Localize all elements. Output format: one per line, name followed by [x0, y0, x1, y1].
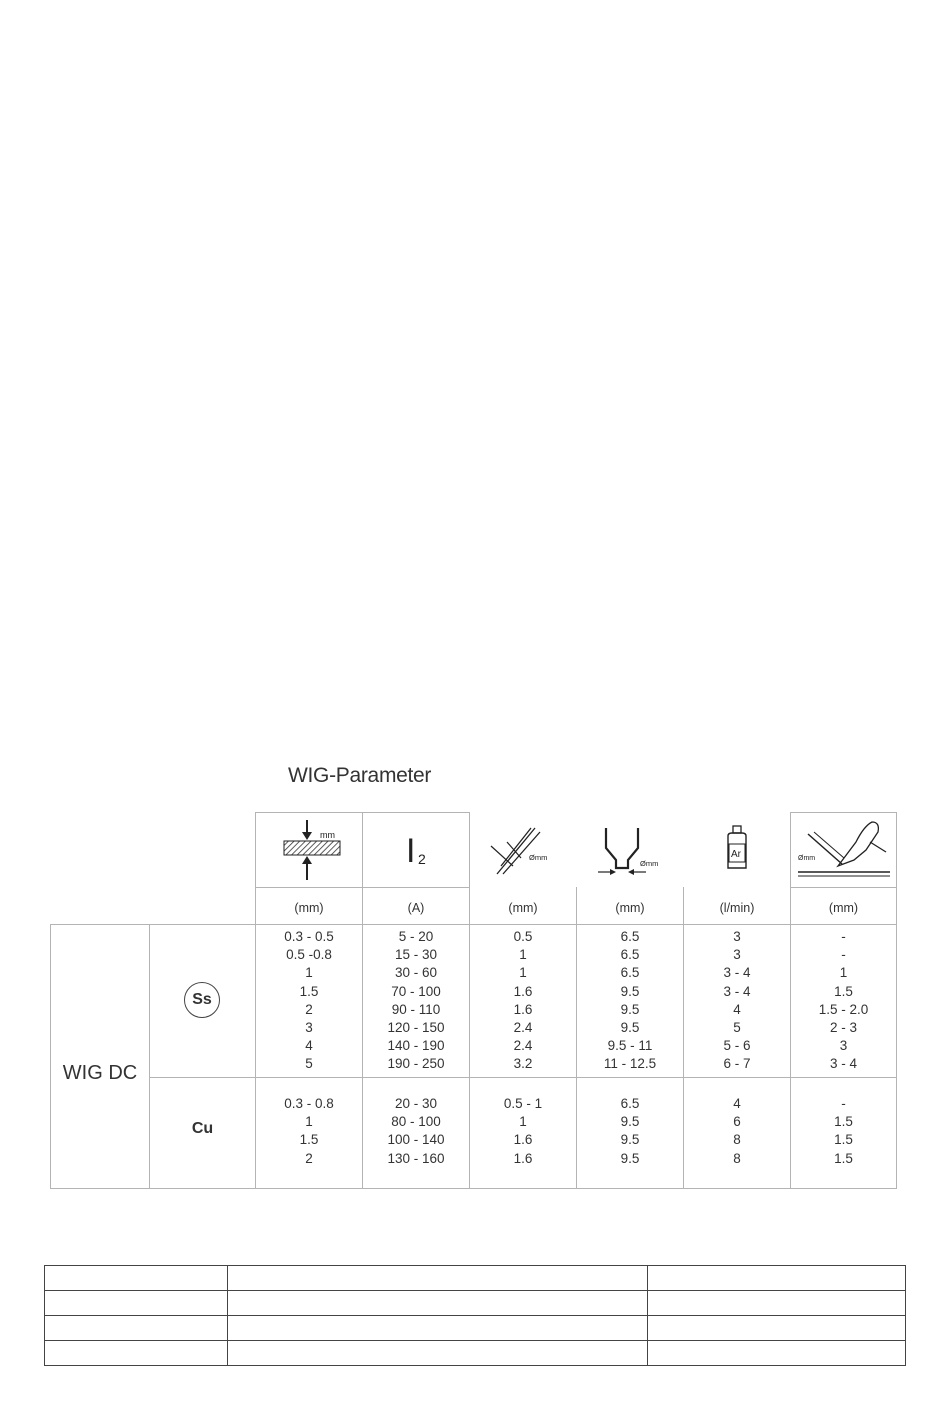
table-cell: [45, 1316, 228, 1341]
rod-unit-label: Ømm: [798, 855, 816, 862]
cu-filler-rod-values: - 1.5 1.5 1.5: [834, 1096, 853, 1166]
table-cell: [227, 1341, 648, 1366]
grid-line: [790, 812, 897, 813]
current-symbol: I: [406, 832, 416, 870]
grid-line: [50, 924, 897, 925]
table-cell: [45, 1341, 228, 1366]
current-icon: [380, 822, 450, 878]
grid-line: [50, 924, 51, 1189]
unit-label: (A): [407, 901, 425, 915]
cu-gas-flow-values: 4 6 8 8: [733, 1096, 741, 1166]
unit-label: (mm): [828, 901, 859, 915]
grid-line: [149, 1077, 897, 1078]
electrode-diameter-icon: [485, 822, 565, 880]
gas-label: Ar: [731, 849, 741, 860]
cu-current-values: 20 - 30 80 - 100 100 - 140 130 - 160: [387, 1096, 445, 1166]
cu-thickness-values: 0.3 - 0.8 1 1.5 2: [284, 1096, 334, 1166]
table-row: [45, 1316, 906, 1341]
table-row: [45, 1266, 906, 1291]
material-stainless-steel: Ss: [184, 982, 220, 1018]
cu-nozzle-values: 6.5 9.5 9.5 9.5: [620, 1096, 640, 1166]
gas-nozzle-icon: [594, 822, 670, 878]
table-cell: [648, 1316, 906, 1341]
ss-nozzle-values: 6.5 6.5 6.5 9.5 9.5 9.5 9.5 - 11 11 - 12.5: [603, 929, 657, 1072]
argon-bottle-icon: [720, 824, 754, 872]
table-cell: [45, 1291, 228, 1316]
ss-gas-flow-values: 3 3 3 - 4 3 - 4 4 5 5 - 6 6 - 7: [723, 929, 751, 1072]
electrode-unit-label: Ømm: [529, 853, 548, 862]
ss-current-values: 5 - 20 15 - 30 30 - 60 70 - 100 90 - 110 120 - 150 140 - 190 190 - 250: [387, 929, 445, 1072]
current-subscript: 2: [418, 851, 426, 867]
ss-electrode-values: 0.5 1 1 1.6 1.6 2.4 2.4 3.2: [513, 929, 533, 1072]
grid-line: [149, 924, 150, 1189]
unit-label: (l/min): [719, 901, 755, 915]
material-thickness-icon: [262, 816, 356, 884]
table-cell: [227, 1291, 648, 1316]
thickness-unit-label: mm: [320, 830, 335, 840]
table-cell: [45, 1266, 228, 1291]
page-title: WIG-Parameter: [288, 764, 432, 787]
table-cell: [648, 1266, 906, 1291]
grid-line: [50, 1188, 897, 1189]
grid-line: [790, 887, 897, 888]
ss-filler-rod-values: - - 1 1.5 1.5 - 2.0 2 - 3 3 3 - 4: [818, 929, 869, 1072]
table-row: [45, 1291, 906, 1316]
ss-thickness-values: 0.3 - 0.5 0.5 -0.8 1 1.5 2 3 4 5: [284, 929, 334, 1072]
table-row: [45, 1341, 906, 1366]
empty-table: [44, 1265, 906, 1366]
table-cell: [648, 1341, 906, 1366]
table-cell: [227, 1266, 648, 1291]
process-label: WIG DC: [62, 1062, 138, 1084]
unit-label: (mm): [294, 901, 324, 915]
grid-line: [896, 812, 897, 1189]
unit-label: (mm): [508, 901, 538, 915]
cu-electrode-values: 0.5 - 1 1 1.6 1.6: [503, 1096, 543, 1166]
unit-label: (mm): [615, 901, 645, 915]
filler-rod-icon: [794, 816, 894, 882]
table-cell: [227, 1316, 648, 1341]
table-cell: [648, 1291, 906, 1316]
material-copper: Cu: [191, 1120, 214, 1137]
nozzle-unit-label: Ømm: [640, 859, 659, 868]
